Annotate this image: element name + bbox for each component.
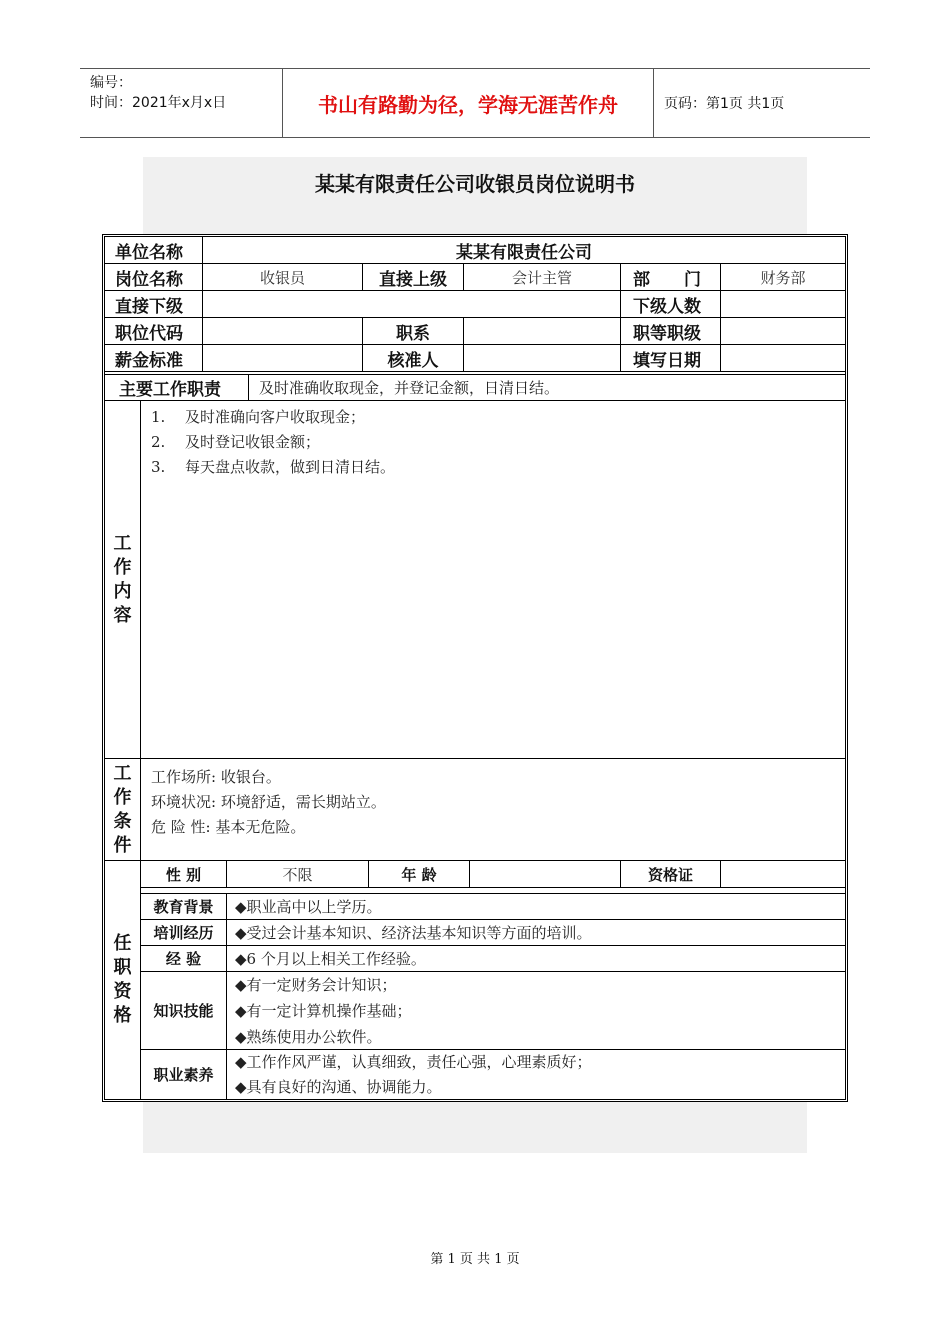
approver-value bbox=[464, 345, 621, 372]
code-label: 编号： bbox=[90, 75, 132, 91]
header-meta bbox=[80, 69, 282, 137]
work-content-list bbox=[141, 401, 845, 759]
quality-label: 职业素养 bbox=[141, 1050, 227, 1099]
post-name-value: 收银员 bbox=[203, 264, 363, 291]
experience-value: ◆6 个月以上相关工作经验。 bbox=[227, 946, 845, 972]
gender-label: 性 别 bbox=[141, 861, 227, 888]
header-slogan: 书山有路勤为径，学海无涯苦作舟 bbox=[282, 69, 654, 137]
list-item: ◆熟练使用办公软件。 bbox=[235, 1028, 382, 1046]
salary-label: 薪金标准 bbox=[105, 345, 203, 372]
salary-value bbox=[203, 345, 363, 372]
fill-date-value bbox=[721, 345, 845, 372]
post-name-label: 岗位名称 bbox=[105, 264, 203, 291]
skills-list bbox=[227, 972, 845, 1050]
document-header bbox=[80, 68, 870, 138]
list-item: 3. 每天盘点收款，做到日清日结。 bbox=[151, 458, 396, 476]
post-code-label: 职位代码 bbox=[105, 318, 203, 345]
education-value: ◆职业高中以上学历。 bbox=[227, 893, 845, 920]
work-content-label: 工 作 内 容 bbox=[105, 401, 141, 759]
page-title: 某某有限责任公司收银员岗位说明书 bbox=[315, 172, 635, 196]
main-duty-label: 主要工作职责 bbox=[105, 374, 249, 401]
subordinate-value bbox=[203, 291, 621, 318]
list-item: ◆有一定计算机操作基础； bbox=[235, 1002, 412, 1020]
series-label: 职系 bbox=[363, 318, 464, 345]
qualification-label: 任 职 资 格 bbox=[105, 861, 141, 1099]
time-label: 时间：2021年x月x日 bbox=[90, 95, 227, 111]
department-label: 部 门 bbox=[621, 264, 721, 291]
cert-label: 资格证 bbox=[621, 861, 721, 888]
cert-value bbox=[721, 861, 845, 888]
training-label: 培训经历 bbox=[141, 920, 227, 946]
gender-value: 不限 bbox=[227, 861, 369, 888]
job-description-form bbox=[102, 234, 848, 1102]
grade-value bbox=[721, 318, 845, 345]
list-item: 环境状况: 环境舒适，需长期站立。 bbox=[151, 793, 386, 811]
list-item: 1. 及时准确向客户收取现金； bbox=[151, 408, 366, 426]
subordinate-label: 直接下级 bbox=[105, 291, 203, 318]
unit-name-label: 单位名称 bbox=[105, 237, 203, 264]
skills-label: 知识技能 bbox=[141, 972, 227, 1050]
list-item: ◆有一定财务会计知识； bbox=[235, 976, 397, 994]
superior-label: 直接上级 bbox=[363, 264, 464, 291]
age-value bbox=[470, 861, 621, 888]
approver-label: 核准人 bbox=[363, 345, 464, 372]
grade-label: 职等职级 bbox=[621, 318, 721, 345]
subordinate-count-label: 下级人数 bbox=[621, 291, 721, 318]
post-code-value bbox=[203, 318, 363, 345]
subordinate-count-value bbox=[721, 291, 845, 318]
education-label: 教育背景 bbox=[141, 893, 227, 920]
list-item: 工作场所: 收银台。 bbox=[151, 768, 281, 786]
training-value: ◆受过会计基本知识、经济法基本知识等方面的培训。 bbox=[227, 920, 845, 946]
list-item: ◆工作作风严谨，认真细致，责任心强，心理素质好； bbox=[235, 1053, 592, 1071]
series-value bbox=[464, 318, 621, 345]
unit-name-value: 某某有限责任公司 bbox=[203, 237, 845, 264]
list-item: ◆具有良好的沟通、协调能力。 bbox=[235, 1078, 442, 1096]
experience-label: 经 验 bbox=[141, 946, 227, 972]
list-item: 2. 及时登记收银金额； bbox=[151, 433, 321, 451]
department-value: 财务部 bbox=[721, 264, 845, 291]
main-duty-value: 及时准确收取现金，并登记金额，日清日结。 bbox=[249, 374, 845, 401]
superior-value: 会计主管 bbox=[464, 264, 621, 291]
quality-list bbox=[227, 1050, 845, 1099]
age-label: 年 龄 bbox=[369, 861, 470, 888]
work-condition-list bbox=[141, 759, 845, 861]
fill-date-label: 填写日期 bbox=[621, 345, 721, 372]
work-condition-label: 工 作 条 件 bbox=[105, 759, 141, 861]
header-page-info: 页码：第1页 共1页 bbox=[664, 96, 785, 112]
page-footer: 第 1 页 共 1 页 bbox=[430, 1252, 520, 1267]
list-item: 危 险 性: 基本无危险。 bbox=[151, 818, 306, 836]
